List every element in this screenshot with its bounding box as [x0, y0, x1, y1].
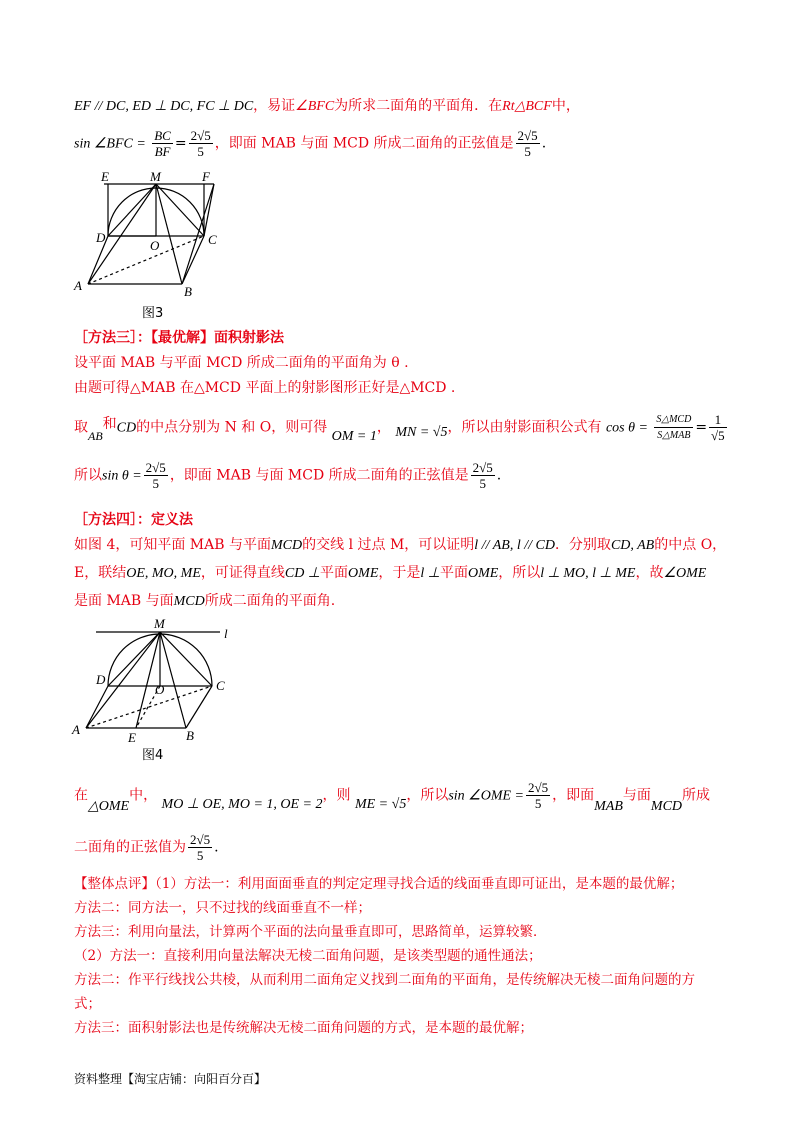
- footer: 资料整理【淘宝店铺：向阳百分百】: [74, 1072, 267, 1086]
- text: ，于是: [378, 565, 421, 581]
- text: ，可证得直线: [200, 565, 285, 581]
- text: ，易证: [253, 98, 296, 114]
- figure-3: [70, 170, 230, 300]
- text: ，即面 MAB 与面 MCD 所成二面角的正弦值是: [169, 467, 469, 484]
- period: .: [541, 135, 547, 152]
- text: E，联结: [74, 565, 127, 581]
- frac-den: 5: [479, 476, 486, 491]
- fraction: [152, 128, 173, 159]
- text: 平面: [320, 565, 349, 581]
- text: 的交线 l 过点 M，可以证明: [302, 537, 475, 553]
- label-C: C: [216, 678, 225, 693]
- frac-den: 5: [524, 144, 531, 159]
- fraction: [654, 412, 693, 443]
- fraction: [189, 128, 213, 159]
- after4-line-1: [74, 780, 710, 814]
- math: △OME: [88, 798, 130, 814]
- text: 的中点分别为 N 和 O，则可得: [136, 419, 328, 436]
- frac-den: BF: [154, 144, 171, 159]
- line-2: sin ∠BFC = $\frac{BC}{BF}$ = $\frac{2√5}{5}$ ，即面 MAB 与面 MCD 所成二面角的正弦值是 $\frac{2√5}{5}$ .: [74, 128, 547, 159]
- math-lhs: sin ∠BFC =: [74, 136, 146, 152]
- math: OM = 1: [331, 428, 377, 444]
- math: cos θ =: [605, 420, 648, 436]
- fraction: [709, 412, 727, 443]
- frac-num: 1: [709, 412, 727, 428]
- fraction: [526, 780, 550, 811]
- method3-line-3: 取AB和CD的中点分别为 N 和 O，则可得 OM = 1， MN = √5，所以由射影面积公式有 cos θ = $\frac{\text{S△MCD}}{\text{S△MAB}}$ = $\frac{1}{√5}$: [74, 412, 725, 444]
- label-B: B: [186, 728, 194, 743]
- math: ∠OME: [663, 566, 707, 581]
- math: MCD: [173, 594, 205, 609]
- text: 和: [102, 415, 117, 432]
- math: AB: [88, 428, 103, 443]
- line-BC: [182, 236, 204, 284]
- review-line-5: 方法二：作平行线找公共棱，从而利用二面角定义找到二面角的平面角，是传统解决无棱二面角问题的方: [74, 972, 695, 988]
- frac-num: 2√5: [190, 832, 211, 847]
- label-O: O: [150, 238, 160, 253]
- text: 所成: [682, 787, 711, 804]
- text: ，即面: [552, 787, 595, 804]
- frac-num: 2√5: [190, 128, 211, 143]
- frac-den: S△MAB: [657, 430, 691, 441]
- math: sin θ =: [102, 468, 142, 484]
- text: ．分别取: [554, 537, 611, 553]
- label-D: D: [96, 672, 106, 687]
- math: ∠BFC: [295, 99, 335, 114]
- text: 如图 4，可知平面 MAB 与平面: [74, 537, 271, 553]
- frac-num: 2√5: [517, 128, 538, 143]
- text: ，所以: [498, 565, 541, 581]
- frac-den: 5: [534, 796, 542, 811]
- math: ME = √5: [354, 796, 407, 812]
- text: 的中点 O，: [654, 537, 727, 553]
- text: ，即面 MAB 与面 MCD 所成二面角的正弦值是: [214, 135, 514, 152]
- text: ，则: [322, 787, 351, 804]
- math: OME: [467, 566, 499, 581]
- text: 在: [74, 787, 88, 804]
- line-MB: [160, 632, 186, 728]
- math: CD ⊥: [284, 566, 321, 581]
- text: ，所以由射影面积公式有: [447, 419, 602, 436]
- math: MO ⊥ OE, MO = 1, OE = 2: [161, 796, 323, 812]
- math: MCD: [650, 798, 683, 814]
- text: ，所以: [406, 787, 449, 804]
- after4-line-2: [74, 832, 219, 863]
- frac-num: 2√5: [528, 780, 549, 795]
- text: 是面 MAB 与面: [74, 593, 174, 609]
- review-line-3: 方法三：利用向量法，计算两个平面的法向量垂直即可，思路简单，运算较繁．: [74, 924, 547, 940]
- text: 所成二面角的平面角.: [204, 593, 336, 609]
- label-M: M: [150, 170, 161, 184]
- text: 中，: [129, 787, 158, 804]
- math: l // AB, l // CD: [474, 538, 555, 553]
- math: CD, AB: [610, 538, 655, 553]
- fraction: [471, 460, 495, 491]
- method3-heading: ［方法三］：【最优解】面积射影法: [74, 330, 284, 346]
- math: l ⊥ MO, l ⊥ ME: [540, 566, 636, 581]
- frac-num: 2√5: [145, 460, 166, 475]
- method4-line-1: [74, 535, 726, 556]
- text: 平面: [439, 565, 468, 581]
- label-C: C: [208, 232, 217, 247]
- figure-4-caption: 图4: [142, 748, 164, 763]
- label-D: D: [96, 230, 106, 245]
- method4-line-2: [74, 563, 706, 584]
- label-E: E: [128, 730, 136, 745]
- text: ，故: [635, 565, 664, 581]
- label-A: A: [74, 278, 82, 293]
- period: .: [496, 467, 502, 484]
- review-line-7: 方法三：面积射影法也是传统解决无棱二面角问题的方式，是本题的最优解；: [74, 1020, 533, 1036]
- period: .: [214, 839, 219, 856]
- math: CD: [116, 420, 137, 436]
- review-line-2: 方法二：同方法一，只不过找的线面垂直不一样；: [74, 900, 371, 916]
- math: MN = √5: [395, 424, 448, 440]
- math: Rt△BCF: [502, 99, 552, 114]
- math: OME: [348, 566, 379, 581]
- frac-den: 5: [196, 848, 204, 863]
- label-F: F: [202, 170, 210, 184]
- fraction: [516, 128, 540, 159]
- method4-heading: ［方法四］：定义法: [74, 512, 193, 528]
- label-B: B: [184, 284, 192, 299]
- line-ME: [136, 632, 160, 728]
- frac-den: 5: [197, 144, 204, 159]
- line-BC: [186, 686, 212, 728]
- text: 二面角的正弦值为: [74, 839, 186, 856]
- label-l: l: [224, 626, 228, 641]
- text: 与面: [622, 787, 651, 804]
- label-E: E: [101, 170, 109, 184]
- frac-num: S△MCD: [654, 412, 693, 428]
- frac-num: 2√5: [472, 460, 493, 475]
- text: 取: [74, 419, 88, 436]
- text: 为所求二面角的平面角．在: [334, 98, 503, 114]
- frac-num: BC: [154, 128, 171, 143]
- math: l ⊥: [420, 566, 440, 581]
- method3-line-1: 设平面 MAB 与平面 MCD 所成二面角的平面角为 θ .: [74, 355, 409, 371]
- figure-4: [70, 616, 240, 746]
- line-MB: [156, 184, 182, 284]
- text: 中，: [551, 98, 580, 114]
- fraction: [144, 460, 168, 491]
- label-A: A: [72, 722, 80, 737]
- review-line-1: 【整体点评】（1）方法一：利用面面垂直的判定定理寻找合适的线面垂直即可证出，是本题的最优解；: [74, 876, 684, 892]
- math: OE, MO, ME: [126, 566, 201, 581]
- math: sin ∠OME =: [448, 788, 524, 804]
- review-line-4: （2）方法一：直接利用向量法解决无棱二面角问题，是该类型题的通性通法；: [74, 948, 542, 964]
- frac-den: 5: [152, 476, 159, 491]
- label-M: M: [154, 616, 165, 631]
- fraction: [188, 832, 212, 863]
- math: MAB: [594, 798, 623, 814]
- frac-den: √5: [711, 428, 725, 443]
- method3-line-2: 由题可得△MAB 在△MCD 平面上的射影图形正好是△MCD .: [74, 380, 456, 396]
- math-parallel-perp: EF // DC, ED ⊥ DC, FC ⊥ DC: [74, 99, 254, 114]
- review-line-6: 式；: [74, 996, 101, 1012]
- method4-line-3: [74, 591, 335, 612]
- math: MCD: [271, 538, 303, 553]
- figure-3-caption: 图3: [142, 306, 164, 321]
- line-1: [74, 96, 580, 117]
- text: 所以: [74, 467, 102, 484]
- label-O: O: [155, 682, 165, 697]
- method3-line-4: [74, 460, 501, 491]
